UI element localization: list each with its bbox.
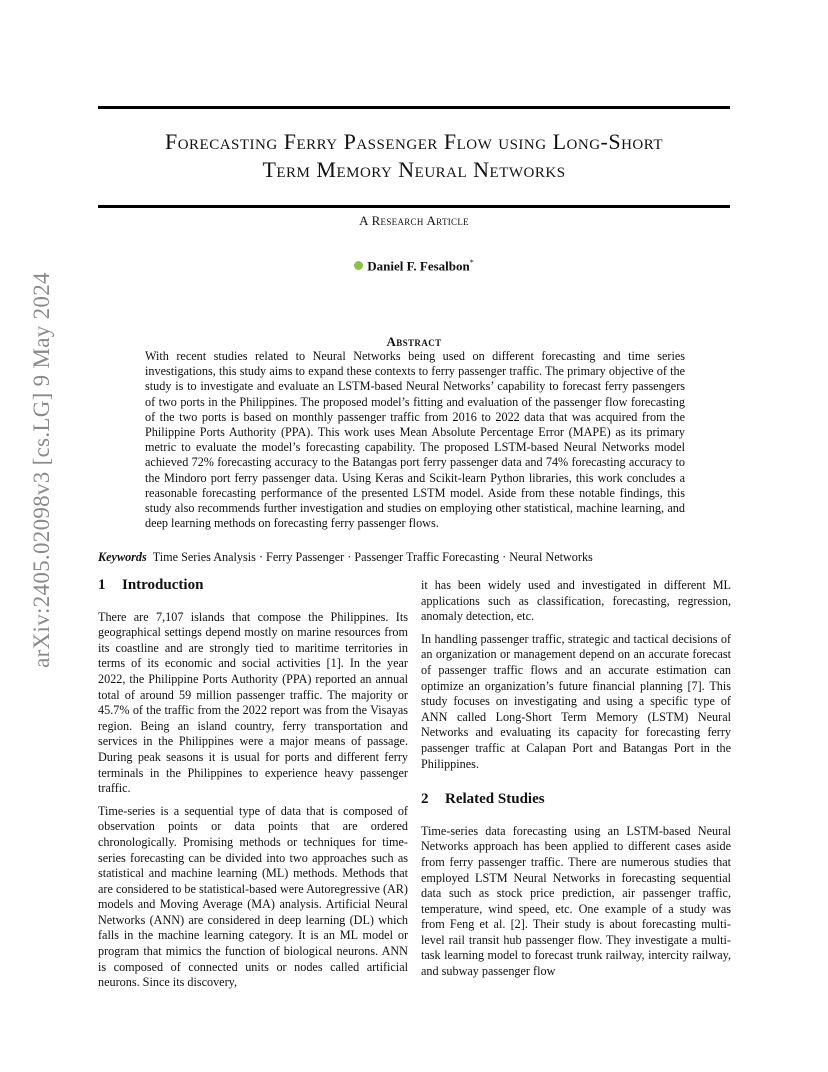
- abstract-heading: Abstract: [386, 334, 442, 349]
- section-number: 1: [98, 577, 106, 593]
- author-name: Daniel F. Fesalbon: [367, 258, 470, 274]
- arxiv-identifier-text: arXiv:2405.02098v3 [cs.LG] 9 May 2024: [29, 272, 54, 668]
- title-line-2: Term Memory Neural Networks: [262, 157, 566, 182]
- title-rule-bottom: [98, 205, 730, 208]
- orcid-icon[interactable]: [354, 261, 363, 270]
- paragraph: In handling passenger traffic, strategic and tactical decisions of an organization or management depend on an accurate forecast of passenger traffic flows and an accurate estimation can optimize an organization’s future financial planning [7]. This study focuses on investigating and using a specific type of ANN called Long-Short Term Memory (LSTM) Neural Networks and evaluating its capacity for forecasting ferry passenger traffic at Calapan Port and Batangas Port in the Philippines.: [421, 631, 731, 771]
- right-column: [421, 578, 731, 987]
- title-line-1: Forecasting Ferry Passenger Flow using Long-Short: [164, 129, 664, 154]
- left-column: [98, 578, 408, 998]
- paragraph: There are 7,107 islands that compose the Philippines. Its geographical settings depend mostly on marine resources from its coastline and are strongly tied to maritime territories in terms of its economic and social activities [1]. In the year 2022, the Philippine Ports Authority (PPA) reported an annual total of around 59 million passenger traffic. The majority or 45.7% of the traffic from the 2022 report was from the Visayas region. Being an island country, ferry transportation and services in the Philippines were a major means of passage. During peak seasons it is usual for ports and different ferry terminals in the Philippines to experience heavy passenger traffic.: [98, 609, 408, 796]
- section-title: Introduction: [122, 577, 204, 593]
- section-number: 2: [421, 791, 429, 808]
- paragraph: it has been widely used and investigated in different ML applications such as classification, forecasting, regression, anomaly detection, etc.: [421, 578, 731, 624]
- section-heading-introduction: [98, 578, 408, 594]
- section-heading-related-studies: [421, 792, 731, 808]
- paragraph: Time-series data forecasting using an LSTM-based Neural Networks approach has been applied to different cases aside from ferry passenger traffic. There are numerous studies that employed LSTM Neural Networks in forecasting sequential data such as stock price prediction, air passenger traffic, temperature, wind speed, etc. One example of a study was from Feng et al. [2]. Their study is about forecasting multi-level rail transit hub passenger flow. They investigate a multi-task learning model to forecast trunk railway, intercity railway, and subway passenger flow: [421, 823, 731, 979]
- abstract-text: With recent studies related to Neural Networks being used on different forecasting and time series investigations, this study aims to expand these contexts to ferry passenger traffic. The primary objective of the study is to investigate and evaluate an LSTM-based Neural Networks’ capability to forecast ferry passengers of two ports in the Philippines. The proposed model’s fitting and evaluation of the passenger flow forecasting of the two ports is based on monthly passenger traffic from 2016 to 2022 data that was acquired from the Philippine Ports Authority (PPA). This work uses Mean Absolute Percentage Error (MAPE) as its primary metric to evaluate the model’s forecasting capability. The proposed LSTM-based Neural Networks model achieved 72% forecasting accuracy to the Batangas port ferry passenger data and 74% forecasting accuracy to the Mindoro port ferry passenger data. Using Keras and Scikit-learn Python libraries, this work concludes a reasonable forecasting performance of the presented LSTM model. Aside from these notable findings, this study also recommends further investigation and studies on employing other statistical, machine learning, and deep learning methods on forecasting ferry passenger flows.: [145, 349, 685, 531]
- section-title: Related Studies: [445, 791, 545, 808]
- keywords-text: Time Series Analysis · Ferry Passenger · Passenger Traffic Forecasting · Neural Networks: [152, 550, 593, 564]
- title-rule-top: [98, 106, 730, 109]
- author-footnote-mark: *: [469, 258, 474, 267]
- paper-title: [98, 128, 730, 184]
- keywords-line: [98, 550, 738, 565]
- keywords-label: Keywords: [98, 550, 147, 564]
- paragraph: Time-series is a sequential type of data that is composed of observation points or data points that are ordered chronologically. Promising methods or techniques for time-series forecasting can be divided into two approaches such as statistical and machine learning (ML) methods. Methods that are considered to be statistical-based were Autoregressive (AR) models and Moving Average (MA) analysis. Artificial Neural Networks (ANN) are considered in deep learning (DL) which falls in the machine learning category. It is an ML model or program that mimics the function of biological neurons. ANN is composed of connected units or nodes called artificial neurons. Since its discovery,: [98, 803, 408, 990]
- author-line: [98, 258, 730, 274]
- arxiv-identifier: [22, 272, 62, 668]
- article-type: A Research Article: [359, 213, 469, 228]
